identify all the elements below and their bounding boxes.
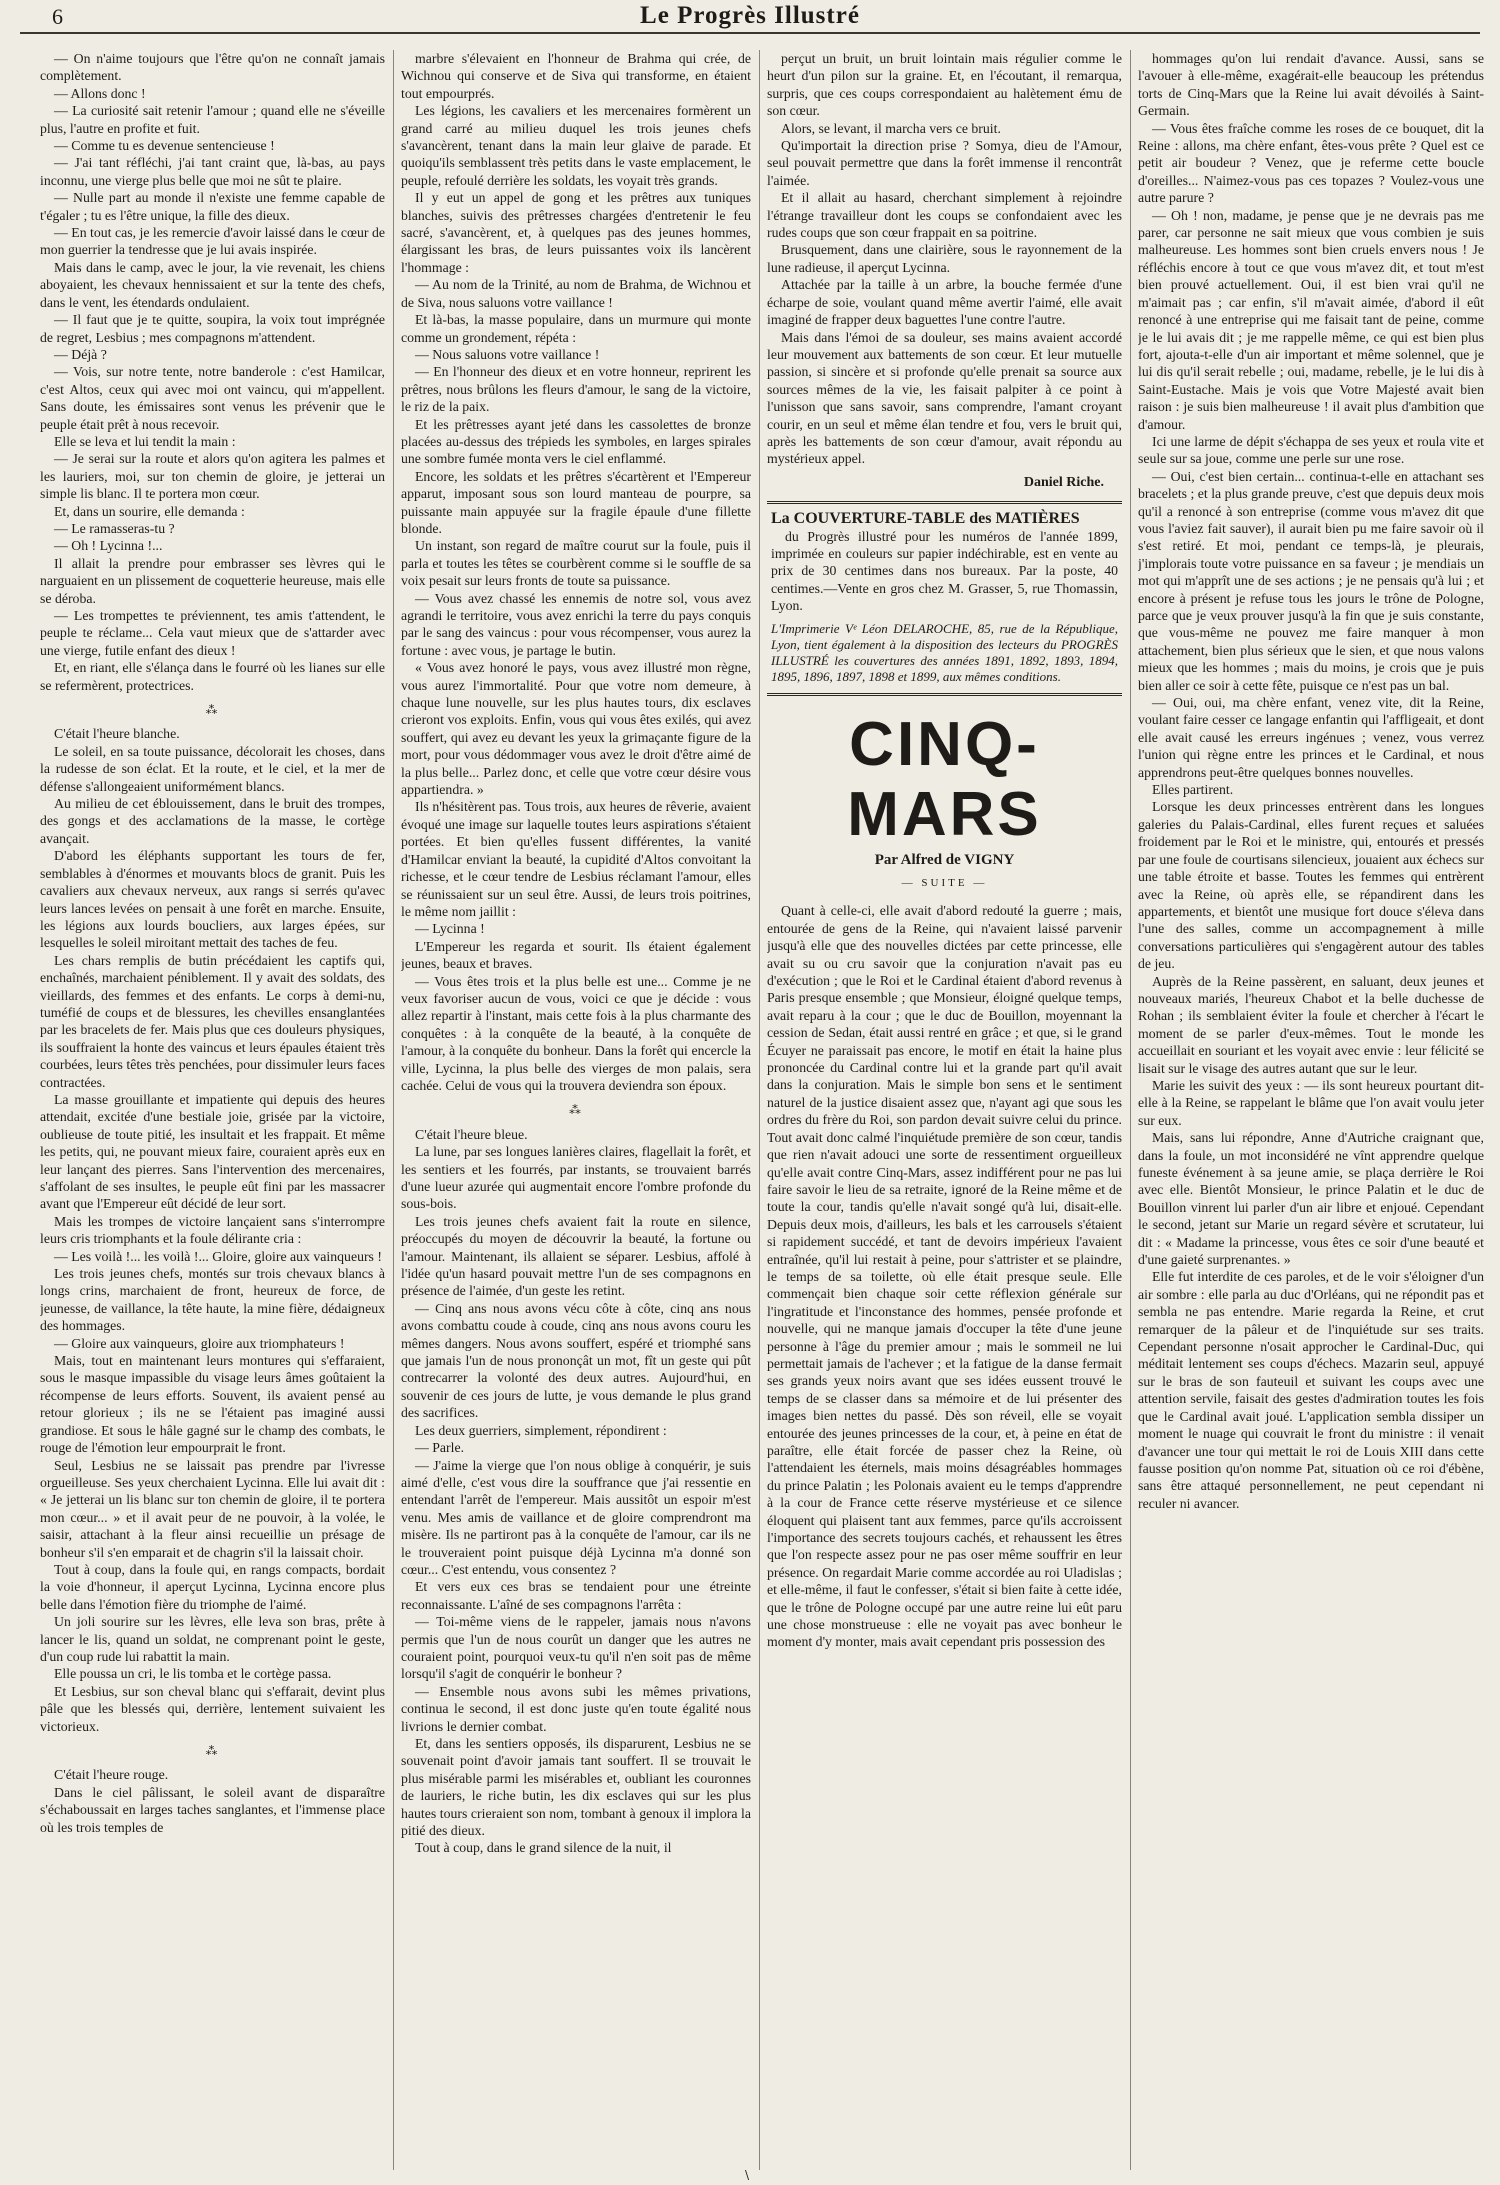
paragraph: — Vois, sur notre tente, notre banderole : c'est Hamilcar, c'est Altos, ceux qui avec moi ont vaincu, qui m'appellent. Sans doute, les émissaires sont venus les prévenir que le peuple était prêt à nous recevoir. [40,364,385,432]
paragraph: — Oui, c'est bien certain... continua-t-elle en attachant ses bracelets ; et la plus grande preuve, c'est que depuis deux mois qu'il a renoncé à son entreprise (comme vous m'avez dit que vous l'aviez fait sauver), il aurait bien pu me faire savoir où il s'est retiré. Et moi, pendant ce temps-là, je pleurais, j'implorais toute votre puissance en sa faveur ; je mendiais un mot qui m'apprît une de ses actions ; je ne pensais qu'à lui ; et encore à présent je refuse tous les jours le trône de Pologne, parce que je veux prouver jusqu'à la fin que je suis constante, que vous-même ne pouvez me faire manquer à mon attachement, bien plus sérieux que le sien, et que nous valons mieux que les hommes ; mais du moins, je crois que je puis bien aller ce soir à cette fête, puisque ce n'est pas un bal. [1138,468,1484,693]
footer-mark: \ [745,2168,750,2182]
paragraph: Et, dans les sentiers opposés, ils disparurent, Lesbius ne se souvenait point d'avoir jamais tant souffert. Il se trouvait le plus misérable parmi les misérables et, oubliant les couronnes de lauriers, le riche butin, les dix esclaves qui sur les plus hautes tours crieraient son nom, tombant à genoux il implora la pitié des dieux. [401,1736,751,1839]
paragraph: — Vous êtes fraîche comme les roses de ce bouquet, dit la Reine : allons, ma chère enfant, êtes-vous prête ? Quel est ce petit air boudeur ? Venez, que je referme cette boucle d'oreilles... N'aimez-vous pas ces topazes ? Voulez-vous une autre parure ? [1138,120,1484,206]
paragraph: — Vous avez chassé les ennemis de notre sol, vous avez agrandi le territoire, vous avez enrichi la terre du pays conquis par le sang des vaincus : pour vous récompenser, vous aurez la fortune : avec vous, je partage le butin. [401,590,751,658]
page-number: 6 [52,4,63,29]
paragraph: — En tout cas, je les remercie d'avoir laissé dans le cœur de mon guerrier la tendresse que je lui avais inspirée. [40,225,385,258]
paragraph: Et, dans un sourire, elle demanda : [54,503,245,519]
story-text-part-4 [401,50,751,1094]
paragraph: Les légions, les cavaliers et les mercenaires formèrent un grand carré au milieu duquel les trois jeunes chefs s'avancèrent, tenant dans la main leur glaive de parade. Et quoiqu'ils semblassent très petits dans le vaste emplacement, le peuple, refoulé derrière les soldats, les voyait très grands. [401,103,751,188]
paragraph: « Vous avez honoré le pays, vous avez illustré mon règne, vous aurez l'immortalité. Pour que votre nom demeure, à chaque lune nouvelle, sur les plus hautes tours, dix esclaves crieront vos exploits. Enfin, vous qui vous êtes exilés, qui avez souffert, qui avez eu devant les yeux la grimaçante figure de la mort, pour vous dédommager vous avez le droit d'être aimé de la plus belle... Parlez donc, et celle que votre cœur désire vous appartiendra. » [401,660,751,798]
paragraph: Et il allait au hasard, cherchant simplement à rejoindre l'étrange travailleur dont les coups se confondaient avec les rudes coups que son cœur frappait en sa poitrine. [767,190,1122,241]
notice-body: du Progrès illustré pour les numéros de l'année 1899, imprimée en couleurs sur papier indéchirable, est en vente au prix de 30 centimes dans nos bureaux. Par la poste, 40 centimes.—Vente en gros chez M. Grasser, 5, rue Thomassin, Lyon. [771,528,1118,614]
author-signature: Daniel Riche. [1023,474,1104,490]
paragraph: L'Empereur les regarda et sourit. Ils étaient également jeunes, beaux et braves. [401,938,751,972]
paragraph: Ici une larme de dépit s'échappa de ses yeux et roula vite et seule sur sa joue, comme une perle sur une rose. [1138,433,1484,467]
paragraph: — Vous êtes trois et la plus belle est une... Comme je ne veux favoriser aucun de vous, voici ce que je décide : vous allez repartir à l'instant, mais cette fois à la plus charmante des conquêtes : à la conquête de la beauté, à la conquête de l'amour, à la conquête du bonheur. Dans la forêt qui encercle la ville, Lycinna, la plus belle des vierges de mon palais, sera cachée. Celui de vous qui la trouvera deviendra son époux. [401,973,751,1093]
paragraph: Au milieu de cet éblouissement, dans le bruit des trompes, des gongs et des acclamations de la masse, le cortège avançait. [40,796,385,846]
paragraph: Mais, sans lui répondre, Anne d'Autriche craignant que, dans la foule, un mot inconsidéré ne vînt apprendre quelque funeste événement à sa jeune amie, se plaça derrière le Roi avec elle. Bientôt Monsieur, le prince Palatin et le duc de Bouillon vinrent lui parler d'un air libre et enjoué. Cependant le second, jetant sur Marie un regard sévère et scrutateur, lui dit : « Madame la princesse, vous êtes ce soir d'une beauté et d'une gaieté surprenantes. » [1138,1130,1484,1268]
paragraph: Mais les trompes de victoire lançaient sans s'interrompre leurs cris triomphants et la foule délirante cria : [40,1213,385,1247]
paragraph: — Toi-même viens de le rappeler, jamais nous n'avons permis que l'un de nous courût un danger que les autres ne couraient point, pourquoi veux-tu qu'il n'en soit pas de même lorsqu'il s'agit de conquérir le bonheur ? [401,1614,751,1682]
paragraph: — J'ai tant réfléchi, j'ai tant craint que, là-bas, au pays inconnu, une vierge plus belle que moi ne sût te plaire. [40,155,385,188]
section-separator: ⁂ [205,1744,220,1758]
column-rule [1130,50,1131,2170]
paragraph: Elle poussa un cri, le lis tomba et le cortège passa. [54,1666,332,1682]
paragraph: Dans le ciel pâlissant, le soleil avant de disparaître s'échaboussait en larges taches sanglantes, et l'immense place où les trois temples de [40,1784,385,1835]
paragraph: Seul, Lesbius ne se laissait pas prendre par l'ivresse orgueilleuse. Ses yeux cherchaient Lycinna. Elle lui avait dit : « Je jetterai un lis blanc sur ton chemin de gloire, il te portera mon cœur... » et il avait peur de ne pouvoir, à la volée, le saisir, attachant à la fleur ainsi recueillie un présage de bonheur s'il s'en emparait et de chagrin s'il la laissait choir. [40,1457,385,1560]
paragraph: — J'aime la vierge que l'on nous oblige à conquérir, je suis aimé d'elle, c'est vous dire la souffrance que j'ai ressentie en entendant l'arrêt de l'empereur. Mais aussitôt un espoir m'est venu. Mes amis de vaillance et de gloire comprendront ma misère. Ils ne partiront pas à la conquête de l'amour, car ils ne le trouveraient point puisque déjà Lycinna m'a donné son cœur... C'est entendu, vous consentez ? [401,1457,751,1577]
masthead-title: Le Progrès Illustré [640,2,860,29]
serial-text-part-2 [1138,50,1484,1512]
paragraph: Elles partirent. [1152,782,1234,798]
paragraph: — Déjà ? [54,346,107,362]
paragraph: — La curiosité sait retenir l'amour ; quand elle ne s'éveille plus, l'autre en profite et fuit. [40,103,385,136]
paragraph: Un instant, son regard de maître courut sur la foule, puis il parla et toutes les têtes se courbèrent comme si le souffle de sa voix pesait sur leurs fronts de toute sa puissance. [401,538,751,589]
paragraph: Tout à coup, dans la foule qui, en rangs compacts, bordait la voie d'honneur, il aperçut Lycinna, Lycinna encore plus belle dans l'émotion fière du triomphe de l'aimé. [40,1561,385,1612]
paragraph: Brusquement, dans une clairière, sous le rayonnement de la lune radieuse, il aperçut Lycinna. [767,242,1122,275]
paragraph: Le soleil, en sa toute puissance, décolorait les choses, dans la rudesse de son éclat. Et la route, et le ciel, et la mer de défense s'allongeaient uniformément blancs. [40,743,385,794]
paragraph: Marie les suivit des yeux : — ils sont heureux pourtant dit-elle à la Reine, se rappelant le blâme que l'on avait voulu jeter sur eux. [1138,1077,1484,1128]
notice-title: La COUVERTURE-TABLE des MATIÈRES [771,510,1080,528]
paragraph: Elle fut interdite de ces paroles, et de le voir s'éloigner d'un air sombre : elle parla au duc d'Orléans, qui ne répondit pas et sembla ne pas entendre. Marie regarda la Reine, et crut remarquer de la pâleur et de l'inquiétude sur ses traits. Cependant personne n'osait approcher le Cardinal-Duc, qui méditait lentement ses coups d'échecs. Mazarin seul, appuyé sur le bras de son fauteuil et suivant les coups avec une attention servile, faisait des gestes d'admiration toutes les fois que le Cardinal avait joué. L'application sembla dissiper un moment le nuage qui couvrait le front du ministre : il venait d'avancer une tour qui mettait le roi de Louis XIII dans cette fausse position qu'on nomme Pat, situation où ce roi d'ébène, sans être attaqué personnellement, ne peut cependant ni reculer ni avancer. [1138,1269,1484,1511]
paragraph: — On n'aime toujours que l'être qu'on ne connaît jamais complètement. [40,51,385,84]
paragraph: — Nous saluons votre vaillance ! [415,346,600,362]
paragraph: Elle se leva et lui tendit la main : [54,433,236,449]
paragraph: Et Lesbius, sur son cheval blanc qui s'effarait, devint plus pâle que les blessés qui, derrière, lentement suivaient les victorieux. [40,1683,385,1734]
paragraph: — Je serai sur la route et alors qu'on agitera les palmes et les lauriers, moi, sur ton chemin de gloire, je jetterai un simple lis blanc. Il te portera mon cœur. [40,451,385,502]
paragraph: — En l'honneur des dieux et en votre honneur, reprirent les prêtres, nous brûlons les fleurs d'amour, le sang de la victoire, le riz de la paix. [401,364,751,415]
paragraph: Les chars remplis de butin précédaient les captifs qui, enchaînés, marchaient péniblement. Il y avait des soldats, des vieillards, des femmes et des enfants. Le corps à demi-nu, tuméfié de coups et de blessures, les chevilles ensanglantées par les bracelets de fer. Mais plus que ces douleurs physiques, ils souffraient la honte des vaincus et leurs épaules étaient très courbées, leurs têtes très penchées, pour dissimuler leurs faces contractées. [40,952,385,1090]
paragraph: Alors, se levant, il marcha vers ce bruit. [781,120,1001,136]
paragraph: Mais dans le camp, avec le jour, la vie revenait, les chiens aboyaient, les chevaux hennissaient et sur la tente des chefs, dans le vent, les étendards ondulaient. [40,259,385,310]
column-3 [767,50,1122,2170]
paragraph: — Oh ! non, madame, je pense que je ne devrais pas me parer, car personne ne sait mieux que vous combien je suis malheureuse. Les hommes sont bien cruels envers nous ! Je réfléchis encore à tout ce que vous m'avez dit, et tout m'est bien prouvé actuellement. Oui, il est bien vrai qu'il ne m'aimait pas ; car enfin, s'il m'avait aimée, d'abord il eût renoncé à une entreprise qui me faisait tant de peine, comme je le lui avais dit ; je me rappelle même, ce qui est bien plus fort, ajouta-t-elle d'un air important et même solennel, que je lui dis qu'il serait rebelle ; oui, madame, rebelle, je le lui dis à Saint-Eustache. Mais je vois que Votre Majesté avait bien raison : je suis bien malheureuse ! il avait plus d'ambition que d'amour. [1138,207,1484,432]
paragraph: C'était l'heure rouge. [54,1767,169,1783]
column-rule [393,50,394,2170]
paragraph: Et là-bas, la masse populaire, dans un murmure qui monte comme un grondement, répéta : [401,312,751,345]
paragraph: — Gloire aux vainqueurs, gloire aux triomphateurs ! [54,1335,345,1351]
paragraph: Il allait la prendre pour embrasser ses lèvres qui le narguaient en un plissement de coquetterie heureuse, mais elle se déroba. [40,555,385,606]
paragraph: hommages qu'on lui rendait d'avance. Aussi, sans se l'avouer à elle-même, exagérait-elle beaucoup les prétendus torts de Cinq-Mars que la Reine lui avait dévoilés à Saint-Germain. [1138,51,1484,119]
notice-box [767,501,1122,695]
paragraph: Attachée par la taille à un arbre, la bouche fermée d'une écharpe de soie, voulant quand même avertir l'aimé, elle avait imaginé de frapper deux baguettes l'une contre l'autre. [767,277,1122,328]
paragraph: C'était l'heure blanche. [54,726,180,742]
paragraph: Ils n'hésitèrent pas. Tous trois, aux heures de rêverie, avaient évoqué une image sur laquelle toutes leurs aspirations s'étaient portées. Et bien qu'elles fussent différentes, la vanité d'Hamilcar enviant la beauté, la cupidité d'Altos convoitant la richesse, et le cœur tendre de Lesbius réclamant l'amour, elles se réunissaient sur un seul être. Aussi, de leurs trois poitrines, le même nom jaillit : [401,799,751,919]
paragraph: — Lycinna ! [415,921,485,937]
notice-credit: L'Imprimerie Vᵉ Léon DELAROCHE, 85, rue de la République, Lyon, tient également à la disposition des lecteurs du PROGRÈS ILLUSTRÉ les couvertures des années 1891, 1892, 1893, 1894, 1895, 1896, 1897, 1898 et 1899, aux mêmes conditions. [771,620,1118,684]
page-header [20,0,1480,34]
paragraph: — Cinq ans nous avons vécu côte à côte, cinq ans nous avons combattu coude à coude, cinq ans nous avons couru les mêmes dangers. Nous avons souffert, espéré et triomphé sans que jamais l'un de nous prononçât un mot, fît un geste qui pût contrecarrer la volonté des deux autres. Aujourd'hui, en souvenir de ces jours de lutte, je vous demande le plus grand des sacrifices. [401,1300,751,1421]
paragraph: La lune, par ses longues lanières claires, flagellait la forêt, et les sentiers et les fourrés, par instants, se trouvaient barrés d'une lueur azurée qui augmentait encore l'ombre profonde du sous-bois. [401,1144,751,1212]
paragraph: Il y eut un appel de gong et les prêtres aux tuniques blanches, suivis des prêtresses chargées d'entretenir le feu sacré, s'avancèrent, et, à quelques pas des jeunes hommes, élargissant les bras, de leurs puissantes voix ils lancèrent l'hommage : [401,190,751,275]
paragraph: — Parle. [415,1440,465,1456]
serial-title: CINQ-MARS [847,709,1042,849]
paragraph: Et, en riant, elle s'élança dans le fourré où les lianes sur elle se refermèrent, protectrices. [40,660,385,693]
paragraph: Mais dans l'émoi de sa douleur, ses mains avaient accordé leur mouvement aux battements de son cœur. Et leur mutuelle passion, si sincère et si profonde qu'elle prenait sa source aux sources mêmes de la vie, les faisait palpiter à ce point à l'unisson que sans savoir, sans comprendre, l'amant croyant courir, en un seul et même élan tendre et fou, vers le bruit qui, après les battements de son cœur d'amour, avait répondu au mystérieux appel. [767,329,1122,467]
paragraph: Et les prêtresses ayant jeté dans les cassolettes de bronze placées au-dessus des trépieds les symboles, en larges spirales une sombre fumée monta vers le ciel enflammé. [401,416,751,467]
paragraph: Auprès de la Reine passèrent, en saluant, deux jeunes et nouveaux mariés, l'heureux Chabot et la belle duchesse de Rohan ; ils semblaient éviter la foule et chercher à l'écart le moment de se parler d'eux-mêmes. Tout le monde les accueillait en souriant et les voyait avec envie : leur félicité se lisait sur le visage des autres autant que sur le leur. [1138,973,1484,1076]
paragraph: — Allons donc ! [54,85,146,101]
column-4 [1138,50,1484,2170]
paragraph: Les trois jeunes chefs avaient fait la route en silence, préoccupés du moyen de découvrir la beauté, la fortune ou l'amour. Maintenant, ils allaient se séparer. Lesbius, affolé à l'idée qu'un hasard pouvait mettre l'un de ses compagnons en présence de l'aimée, d'un geste les retint. [401,1213,751,1299]
serial-text-part-1 [767,902,1122,1650]
paragraph: — Le ramasseras-tu ? [54,520,175,536]
paragraph: D'abord les éléphants supportant les tours de fer, semblables à d'énormes et mouvants blocs de granit. Puis les cavaliers aux chevaux nerveux, aux rangs si serrés qu'avec leurs lances levées on pensait à une forêt en marche. Ensuite, les légions aux lourds boucliers, aux larges épées, sur lesquelles le soleil miroitant mettait des taches de feu. [40,848,385,951]
story-text-part-5 [401,1126,751,1857]
story-text-part-1 [40,50,385,694]
paragraph: — Les voilà !... les voilà !... Gloire, gloire aux vainqueurs ! [54,1248,382,1264]
paragraph: C'était l'heure bleue. [415,1126,528,1142]
paragraph: Mais, tout en maintenant leurs montures qui s'effaraient, sous le masque impassible du visage leurs âmes goûtaient la récompense de leurs efforts. Souvent, ils avaient pensé au retour glorieux ; ils ne se l'étaient pas imaginé aussi grandiose. Et sous le hâle gagné sur le champ des combats, le rouge de l'émotion leur empourprait le front. [40,1353,385,1456]
paragraph: Lorsque les deux princesses entrèrent dans les longues galeries du Palais-Cardinal, elles furent reçues et saluées froidement par le Roi et le ministre, qui, entourés et pressés par une foule de courtisans silencieux, jouaient aux échecs sur une table étroite et basse. Toutes les femmes qui entrèrent avec la Reine, où après elle, se répandirent dans les appartements, et bientôt une musique fort douce s'éleva dans l'une des salles, comme un accompagnement à mille conversations particulières qui s'engagèrent autour des tables de jeu. [1138,799,1484,972]
paragraph: La masse grouillante et impatiente qui depuis des heures attendait, excitée d'une bestiale joie, grisée par la victoire, oublieuse de toute pitié, les insultait et les frappait. Et même les petits, qui, ne pouvant mieux faire, couraient après eux en leur lançant des pierres. Sans l'intervention des mercenaires, s'affolant de ses insultes, le peuple eût fini par les massacrer avant que l'Empereur eût décidé de leur sort. [40,1091,385,1212]
column-1 [40,50,385,2170]
paragraph: Quant à celle-ci, elle avait d'abord redouté la guerre ; mais, entourée de gens de la Reine, qui n'avaient laissé parvenir jusqu'à elle que des nouvelles dictées par cette princesse, elle avait su ou cru savoir que la conjuration n'avait pas eu d'exécution ; que le Roi et le Cardinal étaient d'abord revenus à Paris presque ensemble ; que Monsieur, éloigné quelque temps, avait reparu à la cour ; que le duc de Bouillon, moyennant la cession de Sedan, était aussi rentré en grâce ; et que, si le grand Écuyer ne paraissait pas encore, le motif en était la haine plus prononcée du Cardinal contre lui et la grande part qu'il avait dans la conjuration. Mais le simple bon sens et le sentiment naturel de la justice disaient assez que, n'ayant agi que sous les ordres du frère du Roi, son pardon devait suivre celui du prince. Tout avait donc calmé l'inquiétude première de son cœur, tandis que rien n'avait adouci une sorte de ressentiment orgueilleux qu'elle avait contre Cinq-Mars, assez indifférent pour ne pas lui faire savoir le lieu de sa retraite, ignoré de la Reine même et de toute la cour, tandis qu'elle n'avait songé qu'à lui, disait-elle. Depuis deux mois, d'ailleurs, les bals et les carrousels s'étaient si rapidement succédé, et tant de devoirs impérieux l'avaient entraînée, qu'il lui restait à peine, pour s'attrister et se plaindre, le temps de sa toilette, où elle était presque seule. Elle commençait bien chaque soir cette réflexion générale sur l'ingratitude et l'inconstance des hommes, pensée profonde et nouvelle, qui ne manque jamais d'occuper la tête d'une jeune personne à l'âge du premier amour ; mais le sommeil ne lui permettait jamais de l'achever ; et la fatigue de la danse fermait ses grands yeux noirs avant que ses idées eussent trouvé le temps de se classer dans sa mémoire et de lui présenter des images bien nettes du passé. Dès son réveil, elle se voyait entourée des jeunes princesses de la cour, et, à peine en état de paraître, elle était forcée de passer chez la Reine, où l'attendaient les éternels, mais moins désagréables hommages du prince Palatin ; les Polonais avaient eu le temps d'apprendre à la cour de France cette réserve mystérieuse et ce silence éloquent qui plaisent tant aux femmes, parce qu'ils accroissent l'importance des secrets toujours cachés, et rehaussent les êtres que l'on respecte assez pour ne pas oser même souffrir en leur présence. On regardait Marie comme accordée au roi Uladislas ; et elle-même, il faut le confesser, s'était si bien faite à cette idée, que le trône de Pologne occupé par une autre reine lui eût paru une chose monstrueuse : elle ne voyait pas avec bonheur le moment d'y monter, mais avait cependant pris possession des [767,903,1122,1650]
paragraph: marbre s'élevaient en l'honneur de Brahma qui crée, de Wichnou qui conserve et de Siva qui transforme, en étaient tout empourprés. [401,51,751,101]
column-2 [401,50,751,2170]
paragraph: perçut un bruit, un bruit lointain mais régulier comme le heurt d'un pilon sur la graine. Et, en l'écoutant, il remarqua, surpris, que ces coups correspondaient au halètement ému de son cœur. [767,51,1122,119]
column-rule [759,50,760,2170]
paragraph: — Ensemble nous avons subi les mêmes privations, continua le second, il est donc juste qu'en toute égalité nous livrions le dernier combat. [401,1683,751,1734]
story-text-part-2 [40,725,385,1735]
paragraph: Tout à coup, dans le grand silence de la nuit, il [415,1840,672,1856]
paragraph: Un joli sourire sur les lèvres, elle leva son bras, prête à lancer le lis, quand un soldat, ne comprenant point le geste, d'un coup rude lui rabattit la main. [40,1614,385,1664]
paragraph: Encore, les soldats et les prêtres s'écartèrent et l'Empereur apparut, imposant sous son lourd manteau de pourpre, sa puissante main appuyée sur la fragile épaule d'une fillette blonde. [401,468,751,536]
paragraph: — Oui, oui, ma chère enfant, venez vite, dit la Reine, voulant faire cesser ce langage enfantin qui l'affligeait, et dont elle avait causé les erreurs ingénues ; venez, vous verrez l'union qui règne entre les princes et le Cardinal, et nous apprendrons peut-être quelques bonnes nouvelles. [1138,695,1484,780]
story-text-part-3 [40,1766,385,1836]
paragraph: Les deux guerriers, simplement, répondirent : [415,1422,667,1438]
section-separator: ⁂ [205,703,220,718]
serial-suite-label: — SUITE — [901,877,988,889]
paragraph: — Les trompettes te préviennent, tes amis t'attendent, le peuple te réclame... Cela vaut mieux que de s'attarder avec une vierge, futile enfant des dieux ! [40,608,385,658]
story-text-part-6 [767,50,1122,468]
paragraph: Qu'importait la direction prise ? Somya, dieu de l'Amour, seul pouvait permettre que dans la forêt immense il rencontrât l'aimée. [767,138,1122,188]
paragraph: Les trois jeunes chefs, montés sur trois chevaux blancs à longs crins, marchaient de front, heureux de force, de jeunesse, de vaillance, la tête haute, la mine fière, dédaigneux des hommages. [40,1266,385,1334]
paragraph: — Oh ! Lycinna !... [54,538,163,554]
serial-byline: Par Alfred de VIGNY [874,851,1015,868]
paragraph: — Comme tu es devenue sentencieuse ! [54,138,275,154]
paragraph: — Au nom de la Trinité, au nom de Brahma, de Wichnou et de Siva, nous saluons votre vaillance ! [401,277,751,310]
paragraph: — Nulle part au monde il n'existe une femme capable de t'égaler ; tu es l'être unique, la fille des dieux. [40,190,385,223]
paragraph: Et vers eux ces bras se tendaient pour une étreinte reconnaissante. L'aîné de ses compagnons l'arrêta : [401,1579,751,1612]
paragraph: — Il faut que je te quitte, soupira, la voix tout imprégnée de regret, Lesbius ; mes compagnons m'attendent. [40,312,385,345]
section-separator: ⁂ [569,1103,583,1118]
